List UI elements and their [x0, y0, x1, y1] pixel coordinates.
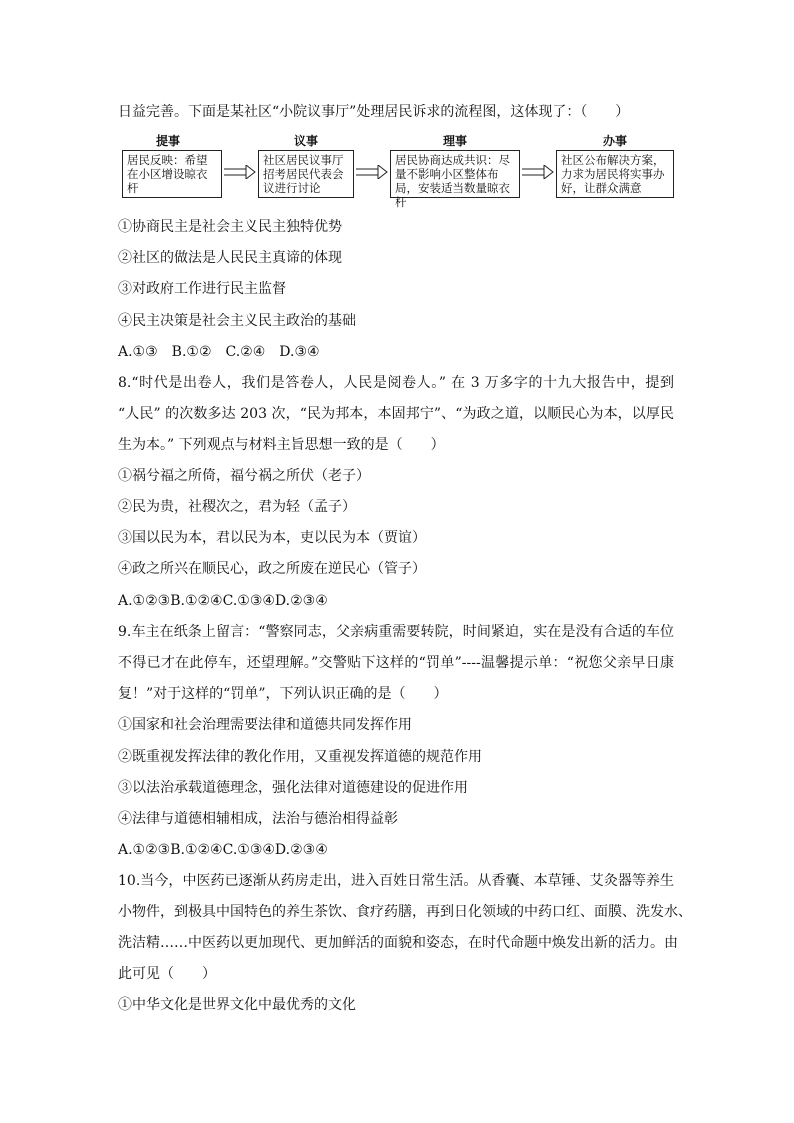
q7-option: ④民主决策是社会主义民主政治的基础: [118, 313, 356, 329]
q8-stem-line: 8.“时代是出卷人，我们是答卷人，人民是阅卷人。” 在 3 万多字的十九大报告中，提到: [118, 375, 674, 391]
flow-step-box: [556, 150, 674, 198]
q7-answers: A.①③ B.①② C.②④ D.③④: [118, 344, 320, 360]
flow-step-box: [258, 150, 354, 198]
intro-line: 日益完善。下面是某社区“小院议事厅”处理居民诉求的流程图，这体现了：（ ）: [118, 104, 630, 120]
flow-step-text: 居民协商达成共识：尽量不影响小区整体布局，安装适当数量晾衣杆: [395, 153, 510, 209]
q9-option: ①国家和社会治理需要法律和道德共同发挥作用: [118, 717, 412, 733]
flow-step-title: 提事: [155, 134, 180, 148]
flow-step-text: 居民反映：希望在小区增设晾衣杆: [127, 153, 208, 195]
double-arrow-icon: [522, 165, 554, 179]
q10-stem-line: 此可见（ ）: [118, 966, 216, 982]
q10-stem-line: 洗洁精……中医药以更加现代、更加鲜活的面貌和姿态，在时代命题中焕发出新的活力。由: [118, 935, 678, 951]
flow-step-text: 社区公布解决方案，力求为居民将实事办好，让群众满意: [561, 153, 665, 195]
q8-answers: A.①②③B.①②④C.①③④D.②③④: [118, 593, 328, 609]
q10-stem-line: 10.当今，中医药已逐渐从药房走出，进入百姓日常生活。从香囊、本草锤、艾灸器等养生: [118, 873, 674, 889]
q9-stem-line: 9.车主在纸条上留言：“警察同志，父亲病重需要转院，时间紧迫，实在是没有合适的车位: [118, 624, 674, 640]
q8-stem-line: 生为本。” 下列观点与材料主旨思想一致的是（ ）: [118, 437, 445, 453]
q8-option: ①祸兮福之所倚，福兮祸之所伏（老子）: [118, 468, 370, 484]
q8-option: ③国以民为本，君以民为本，吏以民为本（贾谊）: [118, 530, 426, 546]
q10-stem-line: 小物件，到极具中国特色的养生茶饮、食疗药膳，再到日化领域的中药口红、面膜、洗发水、: [118, 904, 692, 920]
q9-stem-line: 不得已才在此停车，还望理解。”交警贴下这样的“罚单”----温馨提示单：“祝您父亲早日康: [118, 655, 674, 671]
flow-step-box: [390, 150, 520, 209]
q9-answers: A.①②③B.①②④C.①③④D.②③④: [118, 842, 328, 858]
q9-stem-line: 复！”对于这样的“罚单”，下列认识正确的是（ ）: [118, 686, 448, 702]
flow-step-title: 办事: [602, 134, 627, 148]
q9-option: ③以法治承载道德理念，强化法律对道德建设的促进作用: [118, 780, 468, 796]
flow-step-text: 社区居民议事厅招考居民代表会议进行讨论: [263, 153, 344, 195]
flowchart: [118, 134, 678, 209]
double-arrow-icon: [356, 165, 388, 179]
q10-option: ①中华文化是世界文化中最优秀的文化: [118, 997, 356, 1013]
q7-option: ①协商民主是社会主义民主独特优势: [118, 219, 342, 235]
q7-option: ②社区的做法是人民民主真谛的体现: [118, 250, 342, 266]
double-arrow-icon: [224, 165, 256, 179]
flow-step-box: [122, 150, 222, 198]
flow-step-title: 理事: [442, 134, 467, 148]
q8-option: ④政之所兴在顺民心，政之所废在逆民心（管子）: [118, 561, 426, 577]
q9-option: ④法律与道德相辅相成，法治与德治相得益彰: [118, 811, 398, 827]
q7-option: ③对政府工作进行民主监督: [118, 281, 286, 297]
q8-option: ②民为贵，社稷次之，君为轻（孟子）: [118, 499, 356, 515]
q9-option: ②既重视发挥法律的教化作用，又重视发挥道德的规范作用: [118, 749, 482, 765]
flow-step-title: 议事: [293, 134, 318, 148]
q8-stem-line: “人民” 的次数多达 203 次，“民为邦本，本固邦宁”、“为政之道，以顺民心为本，以厚民: [118, 406, 674, 422]
